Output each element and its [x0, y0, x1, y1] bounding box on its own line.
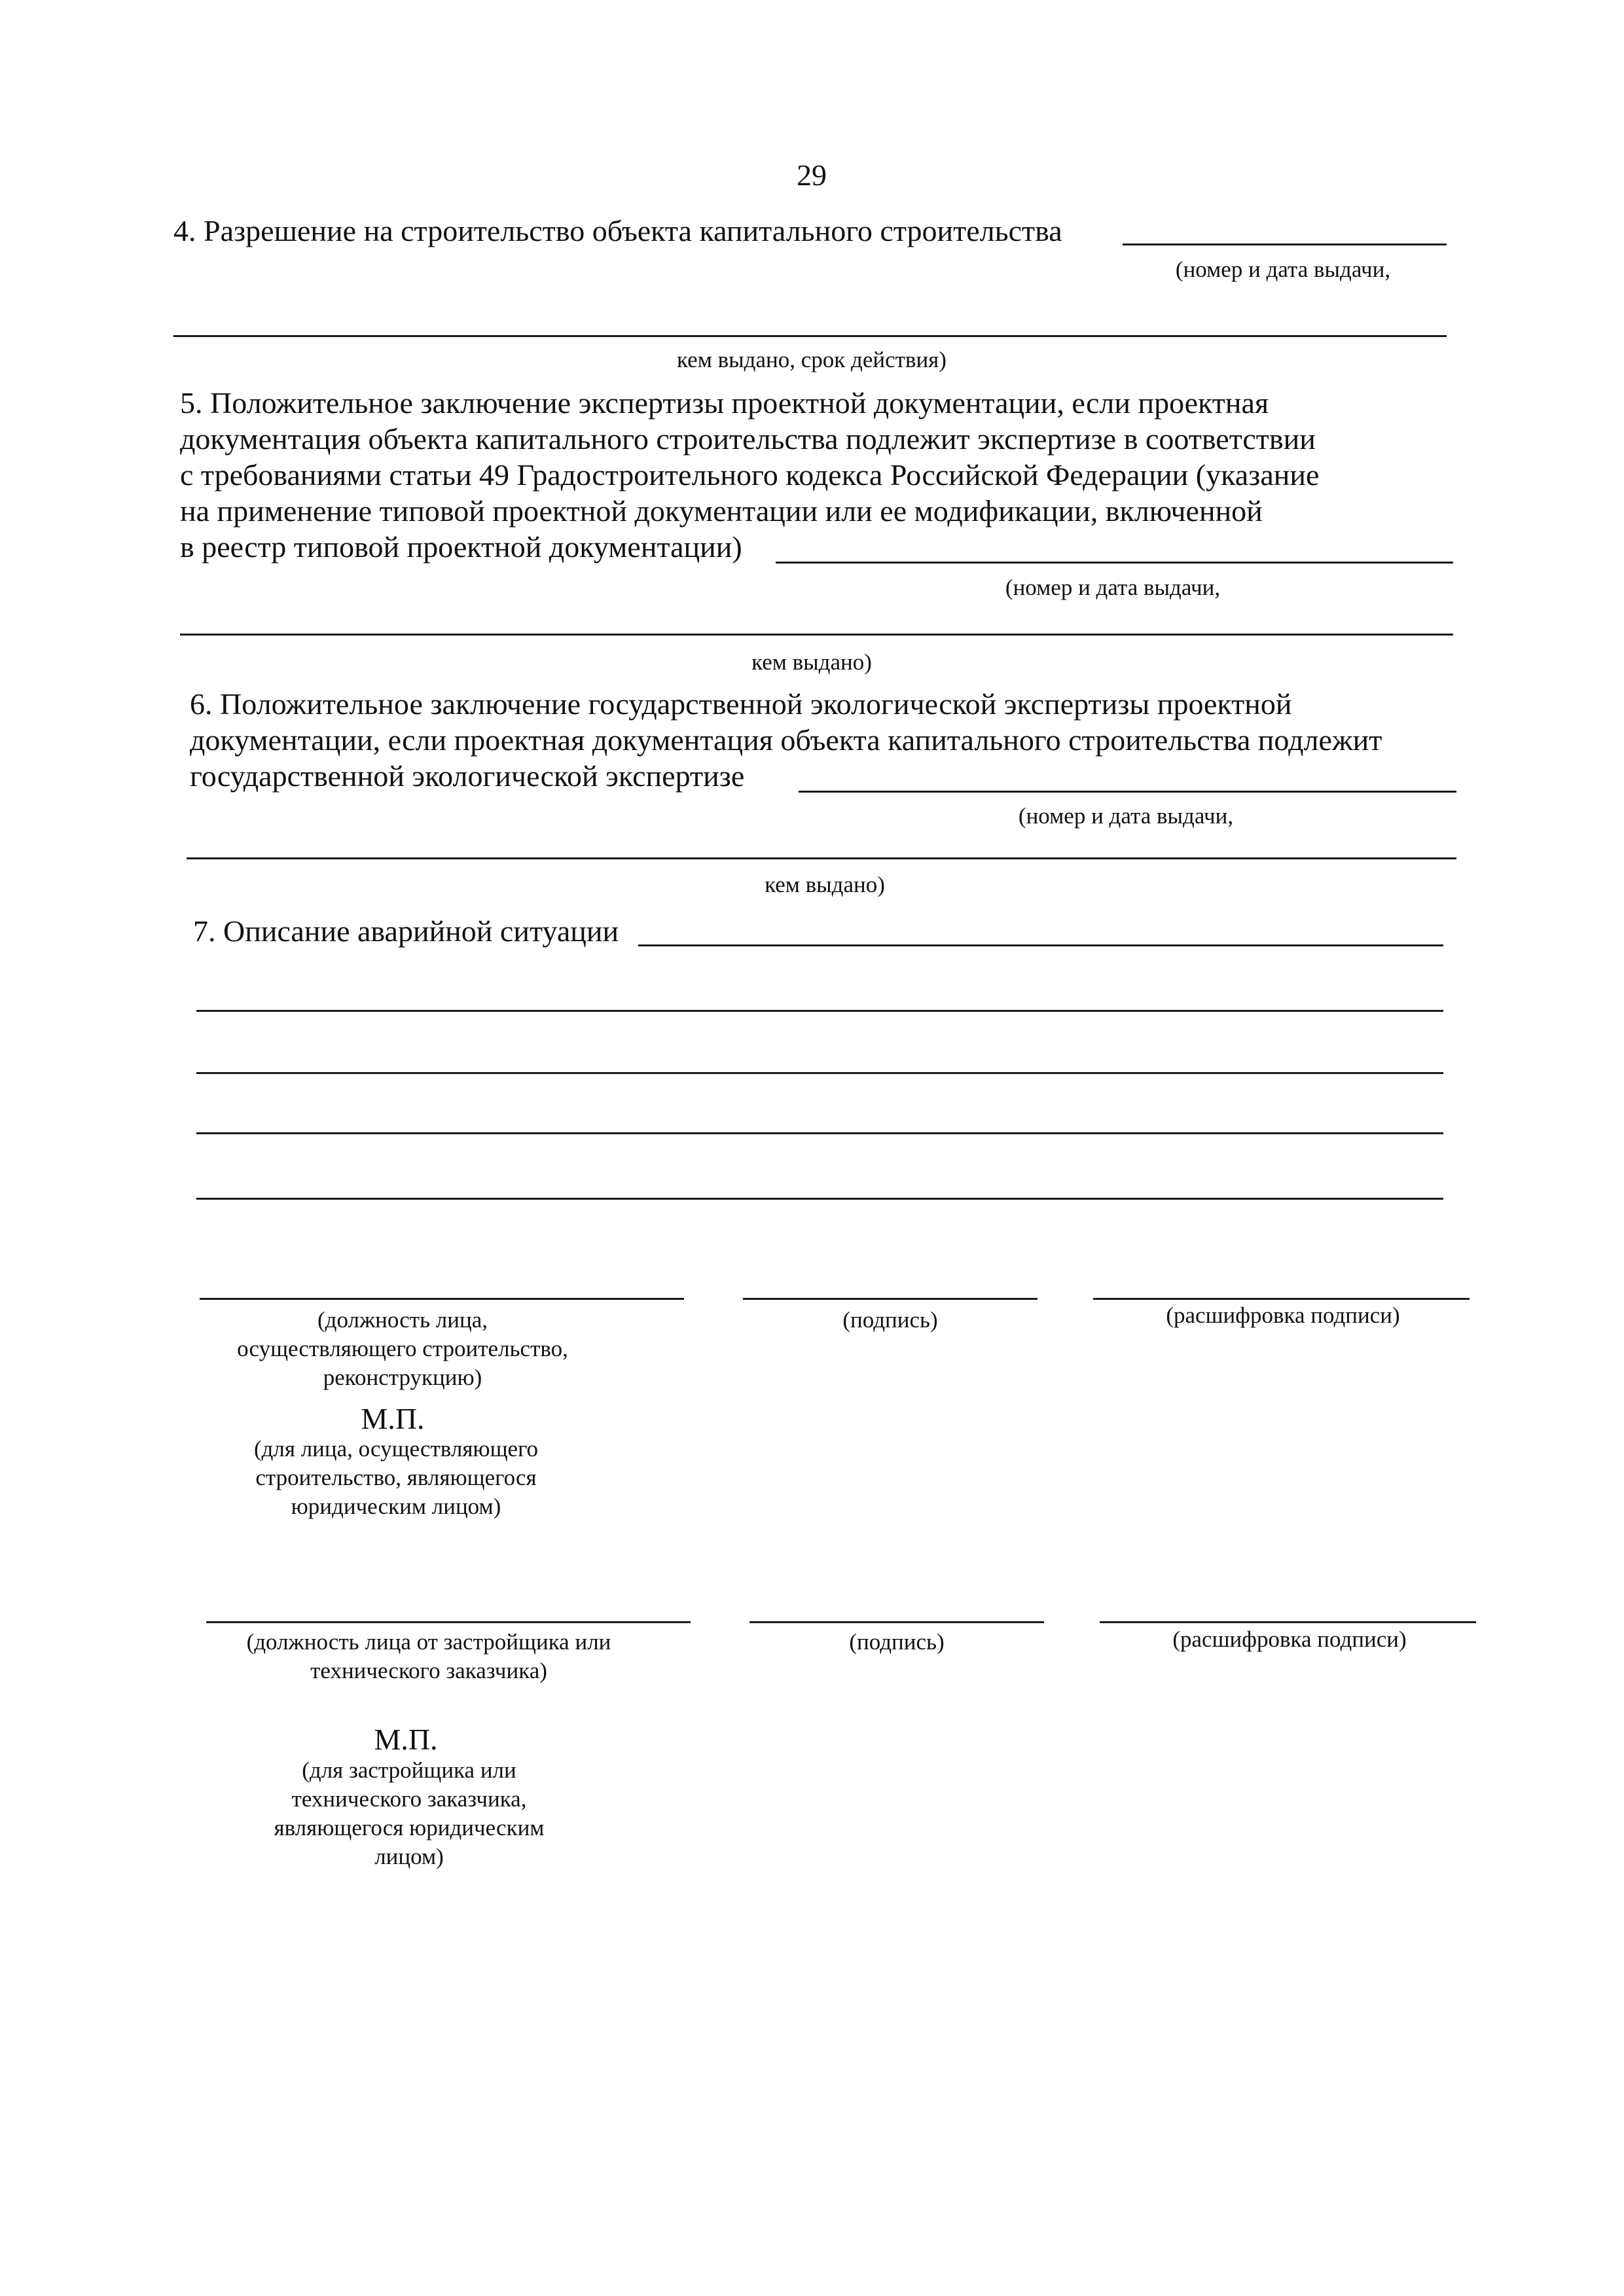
section-7-field-line-3[interactable] — [196, 1072, 1443, 1074]
section-4-field-line-2[interactable] — [173, 335, 1447, 337]
sig2-signature-line[interactable] — [749, 1621, 1044, 1623]
section-6-field-line-2[interactable] — [187, 857, 1456, 859]
section-5-line-2: документация объекта капитального строительства подлежит экспертизе в соответствии — [180, 422, 1316, 456]
section-4-caption-1: (номер и дата выдачи, — [1175, 257, 1391, 282]
section-6-line-1: 6. Положительное заключение государственной экологической экспертизы проектной — [190, 687, 1292, 721]
section-4-text: 4. Разрешение на строительство объекта капитального строительства — [173, 214, 1062, 247]
section-5-field-line-2[interactable] — [180, 634, 1453, 636]
section-6-caption-1: (номер и дата выдачи, — [1018, 803, 1234, 829]
section-6-field-line[interactable] — [799, 791, 1456, 793]
sig2-seal-label: М.П. — [374, 1723, 438, 1756]
section-5-field-line[interactable] — [776, 562, 1453, 564]
section-7-field-line-5[interactable] — [196, 1198, 1443, 1200]
sig1-position-caption: (должность лица, осуществляющего строительство, реконструкцию) — [237, 1307, 568, 1390]
section-7-field-line-4[interactable] — [196, 1132, 1443, 1134]
sig2-seal-note: (для застройщика или технического заказчика, являющегося юридическим лицом) — [274, 1757, 545, 1869]
sig2-position-line[interactable] — [206, 1621, 691, 1623]
page-number: 29 — [797, 158, 827, 192]
section-5-line-5: в реестр типовой проектной документации) — [180, 530, 742, 564]
sig2-decode-line[interactable] — [1100, 1621, 1476, 1623]
sig1-seal-label: М.П. — [361, 1402, 425, 1435]
sig1-position-line[interactable] — [200, 1298, 684, 1300]
section-5-line-4: на применение типовой проектной документации или ее модификации, включенной — [180, 494, 1263, 528]
section-5-line-1: 5. Положительное заключение экспертизы проектной документации, если проектная — [180, 386, 1269, 420]
section-7-text: 7. Описание аварийной ситуации — [193, 914, 619, 948]
section-4-field-line[interactable] — [1123, 243, 1447, 245]
sig2-decode-caption: (расшифровка подписи) — [1172, 1626, 1407, 1652]
sig1-signature-line[interactable] — [743, 1298, 1038, 1300]
section-5-line-3: с требованиями статьи 49 Градостроительного кодекса Российской Федерации (указание — [180, 458, 1320, 492]
section-5-caption-2: кем выдано) — [751, 649, 872, 675]
section-6-caption-2: кем выдано) — [765, 872, 885, 897]
section-7-field-line-2[interactable] — [196, 1010, 1443, 1012]
section-7-field-line[interactable] — [638, 944, 1443, 946]
section-6-line-3: государственной экологической экспертизе — [190, 759, 745, 793]
sig1-seal-note: (для лица, осуществляющего строительство, являющегося юридическим лицом) — [253, 1436, 539, 1519]
sig1-decode-caption: (расшифровка подписи) — [1166, 1302, 1400, 1328]
sig1-decode-line[interactable] — [1093, 1298, 1470, 1300]
section-4-caption-2: кем выдано, срок действия) — [677, 347, 947, 372]
section-5-caption-1: (номер и дата выдачи, — [1005, 575, 1221, 600]
sig2-signature-caption: (подпись) — [849, 1629, 945, 1655]
sig1-signature-caption: (подпись) — [842, 1307, 938, 1333]
sig2-position-caption: (должность лица от застройщика или технического заказчика) — [246, 1629, 611, 1683]
section-6-line-2: документации, если проектная документация объекта капитального строительства подлежит — [190, 723, 1382, 757]
